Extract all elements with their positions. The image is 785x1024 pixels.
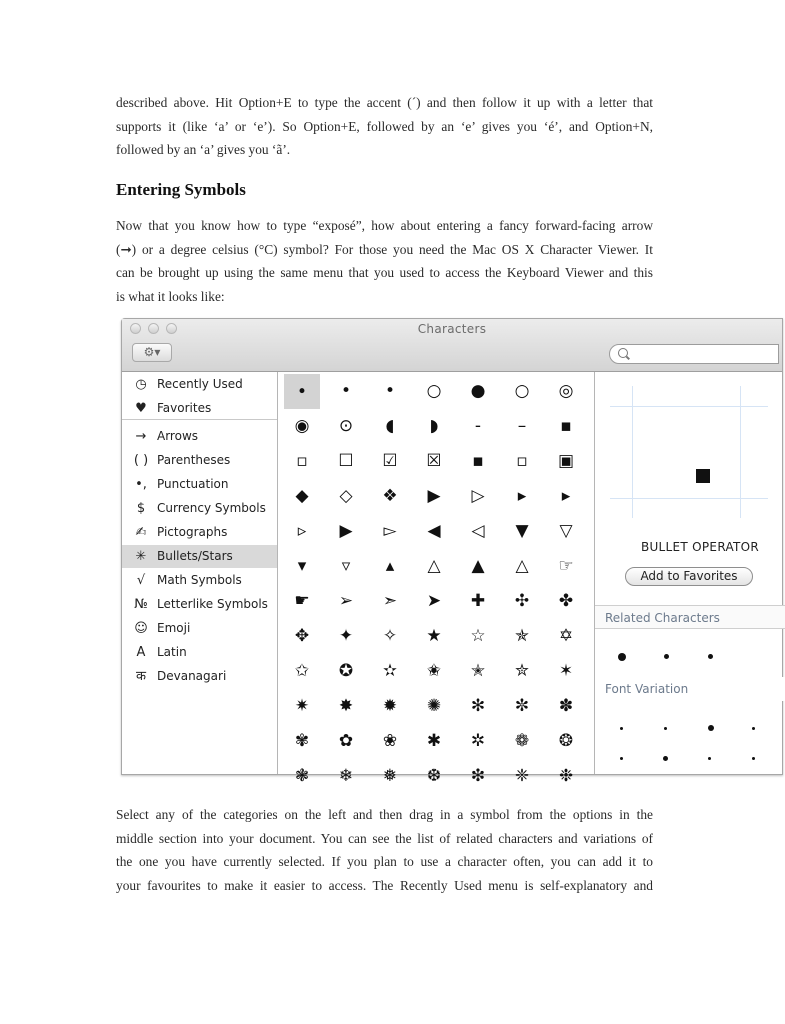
- close-window-button[interactable]: [130, 323, 141, 334]
- font-variation-item[interactable]: [664, 727, 667, 730]
- symbol-cell[interactable]: ☞: [558, 556, 574, 576]
- sidebar-item-letterlike-symbols[interactable]: [122, 593, 277, 616]
- symbol-cell[interactable]: ✥: [294, 626, 310, 646]
- symbol-cell[interactable]: ➣: [382, 591, 398, 611]
- devanagari-icon: क: [136, 669, 146, 684]
- symbol-cell[interactable]: ✭: [470, 661, 486, 681]
- section-heading: Entering Symbols: [116, 180, 246, 199]
- closing-paragraph: [116, 803, 653, 897]
- font-variation-item[interactable]: [752, 757, 755, 760]
- sidebar-item-parentheses[interactable]: [122, 449, 277, 472]
- symbol-cell[interactable]: ☛: [294, 591, 310, 611]
- symbol-cell[interactable]: ✦: [338, 626, 354, 646]
- pictograph-icon: ✍: [135, 525, 147, 540]
- paragraph-line: your favourites to make it easier to access. The Recently Used menu is self-explanatory and: [116, 877, 653, 893]
- symbol-cell[interactable]: ❉: [558, 766, 574, 786]
- symbol-cell[interactable]: ⊙: [338, 416, 354, 436]
- symbol-cell[interactable]: ➢: [338, 591, 354, 611]
- paragraph-line: can be brought up using the same menu that you used to access the Keyboard Viewer and this: [116, 265, 653, 280]
- symbol-cell[interactable]: ☑: [382, 451, 398, 471]
- sidebar-item-label: Favorites: [157, 401, 212, 415]
- sidebar-item-devanagari[interactable]: [122, 665, 277, 688]
- font-variation-item[interactable]: [663, 756, 668, 761]
- symbol-cell[interactable]: ✹: [382, 696, 398, 716]
- symbol-cell[interactable]: ◉: [294, 416, 310, 436]
- sidebar-item-label: Punctuation: [157, 477, 229, 491]
- paragraph-line: Now that you know how to type “exposé”, how about entering a fancy forward-facing arrow: [116, 218, 653, 233]
- symbol-cell[interactable]: ☐: [338, 451, 354, 471]
- symbol-cell[interactable]: –: [517, 416, 527, 436]
- symbol-cell[interactable]: ◀: [427, 521, 441, 541]
- symbol-cell[interactable]: ✣: [514, 591, 530, 611]
- sidebar-item-favorites[interactable]: [122, 397, 277, 420]
- sidebar-item-math-symbols[interactable]: [122, 569, 277, 592]
- punctuation-icon: •,: [135, 477, 147, 492]
- symbol-cell[interactable]: ✩: [294, 661, 310, 681]
- symbol-cell[interactable]: ❃: [294, 766, 310, 786]
- symbol-cell[interactable]: ◖: [385, 416, 395, 436]
- symbol-cell[interactable]: ∙: [284, 374, 320, 409]
- symbol-cell[interactable]: ✮: [514, 661, 530, 681]
- sidebar-divider: [122, 419, 277, 420]
- category-sidebar: [122, 372, 278, 774]
- paragraph-line: middle section into your document. You can see the list of related characters and variations of: [116, 830, 653, 846]
- gear-menu-button[interactable]: ⚙▾: [132, 343, 172, 362]
- symbol-cell[interactable]: ❁: [514, 731, 530, 751]
- smiley-icon: ☺: [134, 621, 148, 636]
- symbol-cell[interactable]: ○: [426, 381, 442, 401]
- symbol-cell[interactable]: ▪: [472, 451, 484, 471]
- window-title: Characters: [417, 322, 487, 336]
- symbol-cell[interactable]: •: [340, 381, 352, 401]
- arrow-icon: →: [135, 429, 147, 444]
- symbol-cell[interactable]: ✼: [514, 696, 530, 716]
- symbol-cell[interactable]: ✷: [294, 696, 310, 716]
- sidebar-item-punctuation[interactable]: [122, 473, 277, 496]
- paragraph-line: Select any of the categories on the left and then drag in a symbol from the options in the: [116, 807, 653, 822]
- symbol-cell[interactable]: ✻: [470, 696, 486, 716]
- window-titlebar: [122, 319, 782, 372]
- character-grid: [284, 374, 594, 786]
- symbol-cell[interactable]: ❈: [514, 766, 530, 786]
- symbol-cell[interactable]: ▽: [559, 521, 573, 541]
- zoom-window-button[interactable]: [166, 323, 177, 334]
- related-character[interactable]: [708, 654, 713, 659]
- symbol-cell[interactable]: ❄: [338, 766, 354, 786]
- numero-icon: №: [134, 597, 148, 612]
- sidebar-item-latin[interactable]: [122, 641, 277, 664]
- symbol-cell[interactable]: ❅: [382, 766, 398, 786]
- symbol-cell[interactable]: ▴: [385, 556, 395, 576]
- symbol-cell[interactable]: ❇: [470, 766, 486, 786]
- add-to-favorites-button[interactable]: Add to Favorites: [625, 567, 753, 586]
- symbol-cell[interactable]: ▸: [561, 486, 571, 506]
- symbol-cell[interactable]: ☆: [470, 626, 486, 646]
- symbol-cell[interactable]: ✾: [294, 731, 310, 751]
- heart-icon: ♥: [135, 401, 147, 416]
- symbol-cell[interactable]: ▹: [297, 521, 307, 541]
- search-field[interactable]: [609, 344, 779, 364]
- symbol-cell[interactable]: ✪: [338, 661, 354, 681]
- symbol-cell[interactable]: ❂: [558, 731, 574, 751]
- sidebar-item-bullets-stars[interactable]: [122, 545, 277, 568]
- symbol-cell[interactable]: ●: [470, 381, 486, 401]
- square-root-icon: √: [136, 573, 146, 588]
- symbol-cell[interactable]: ★: [426, 626, 442, 646]
- symbol-cell[interactable]: ▷: [471, 486, 485, 506]
- symbol-cell[interactable]: ‐: [474, 416, 482, 436]
- symbol-cell[interactable]: ✱: [426, 731, 442, 751]
- symbol-cell[interactable]: ✽: [558, 696, 574, 716]
- letter-a-icon: A: [136, 645, 146, 660]
- sidebar-item-pictographs[interactable]: [122, 521, 277, 544]
- search-icon: [618, 348, 628, 358]
- symbol-cell[interactable]: ▶: [427, 486, 441, 506]
- sidebar-item-label: Arrows: [157, 429, 199, 443]
- character-viewer-window: [121, 318, 783, 786]
- paragraph-line: followed by an ‘a’ gives you ‘ã’.: [116, 142, 291, 157]
- symbol-cell[interactable]: ✬: [426, 661, 442, 681]
- symbol-cell[interactable]: ✯: [514, 626, 530, 646]
- paragraph-line: described above. Hit Option+E to type the accent (´) and then follow it up with a letter that: [116, 95, 653, 110]
- symbol-cell[interactable]: ▼: [515, 521, 529, 541]
- sidebar-item-label: Recently Used: [157, 377, 243, 391]
- font-variation-item[interactable]: [708, 757, 711, 760]
- symbol-cell[interactable]: ▫: [296, 451, 308, 471]
- character-info-panel: [594, 372, 782, 774]
- symbol-cell[interactable]: ✺: [426, 696, 442, 716]
- symbol-cell[interactable]: ◁: [471, 521, 485, 541]
- paragraph-line: the one you have currently selected. If you plan to use a character often, you can add it to: [116, 854, 653, 869]
- symbol-cell[interactable]: ✲: [470, 731, 486, 751]
- sidebar-item-label: Devanagari: [157, 669, 227, 683]
- dollar-icon: $: [136, 501, 146, 516]
- sidebar-item-label: Parentheses: [157, 453, 231, 467]
- related-character[interactable]: [664, 654, 669, 659]
- sidebar-item-label: Bullets/Stars: [157, 549, 233, 563]
- symbol-cell[interactable]: ✤: [558, 591, 574, 611]
- symbol-cell[interactable]: ❀: [382, 731, 398, 751]
- sidebar-item-currency-symbols[interactable]: [122, 497, 277, 520]
- paragraph-line: is what it looks like:: [116, 288, 225, 304]
- character-preview: [610, 386, 768, 518]
- parentheses-icon: ( ): [133, 453, 149, 468]
- symbol-cell[interactable]: ▸: [517, 486, 527, 506]
- symbol-cell[interactable]: ◗: [429, 416, 439, 436]
- symbol-cell[interactable]: ✸: [338, 696, 354, 716]
- symbol-cell[interactable]: ✿: [338, 731, 354, 751]
- symbol-cell[interactable]: ✧: [382, 626, 398, 646]
- symbol-cell[interactable]: ✡: [558, 626, 574, 646]
- symbol-cell[interactable]: ➤: [426, 591, 442, 611]
- symbol-cell[interactable]: ◇: [339, 486, 353, 506]
- character-name: BULLET OPERATOR: [640, 540, 760, 554]
- intro-paragraph: [116, 91, 653, 162]
- sidebar-item-label: Latin: [157, 645, 187, 659]
- font-variation-item[interactable]: [620, 757, 623, 760]
- related-characters-header: Related Characters: [595, 605, 785, 629]
- minimize-window-button[interactable]: [148, 323, 159, 334]
- preview-glyph: [696, 469, 710, 483]
- sidebar-item-label: Emoji: [157, 621, 191, 635]
- asterisk-icon: ✳: [135, 549, 147, 564]
- symbol-cell[interactable]: ◎: [558, 381, 574, 401]
- sidebar-item-arrows[interactable]: [122, 425, 277, 448]
- symbol-cell[interactable]: ▲: [471, 556, 485, 576]
- symbol-cell[interactable]: ▣: [557, 451, 575, 471]
- paragraph-line: supports it (like ‘a’ or ‘e’). So Option+E, followed by an ‘e’ gives you ‘é’, and Option+N,: [116, 118, 653, 134]
- symbol-cell[interactable]: ☒: [426, 451, 442, 471]
- sidebar-item-label: Math Symbols: [157, 573, 242, 587]
- sidebar-item-label: Currency Symbols: [157, 501, 266, 515]
- sidebar-item-emoji[interactable]: [122, 617, 277, 640]
- font-variation-item[interactable]: [620, 727, 623, 730]
- symbol-cell[interactable]: △: [427, 556, 441, 576]
- symbol-cell[interactable]: ❆: [426, 766, 442, 786]
- symbol-cell[interactable]: ❖: [382, 486, 398, 506]
- symbol-cell[interactable]: ✶: [558, 661, 574, 681]
- font-variation-item[interactable]: [752, 727, 755, 730]
- sidebar-item-label: Pictographs: [157, 525, 228, 539]
- font-variation-item[interactable]: [708, 725, 714, 731]
- symbol-cell[interactable]: ◆: [295, 486, 309, 506]
- sidebar-item-label: Letterlike Symbols: [157, 597, 268, 611]
- clock-icon: ◷: [135, 377, 147, 392]
- symbol-cell[interactable]: ○: [514, 381, 530, 401]
- related-character[interactable]: [618, 653, 626, 661]
- symbol-cell[interactable]: ▾: [297, 556, 307, 576]
- sidebar-item-recently-used[interactable]: [122, 373, 277, 396]
- symbol-cell[interactable]: ▶: [339, 521, 353, 541]
- symbol-cell[interactable]: △: [515, 556, 529, 576]
- font-variation-header: Font Variation: [595, 677, 785, 701]
- symbol-cell[interactable]: ✫: [382, 661, 398, 681]
- symbol-cell[interactable]: ▪: [560, 416, 572, 436]
- symbols-paragraph: [116, 214, 653, 308]
- symbol-cell[interactable]: ▿: [341, 556, 351, 576]
- symbol-cell[interactable]: ▫: [516, 451, 528, 471]
- paragraph-line: (➞) or a degree celsius (°C) symbol? For those you need the Mac OS X Character Viewer. It: [116, 241, 653, 257]
- symbol-cell[interactable]: ▻: [383, 521, 397, 541]
- symbol-cell[interactable]: •: [384, 381, 396, 401]
- symbol-cell[interactable]: ✚: [470, 591, 486, 611]
